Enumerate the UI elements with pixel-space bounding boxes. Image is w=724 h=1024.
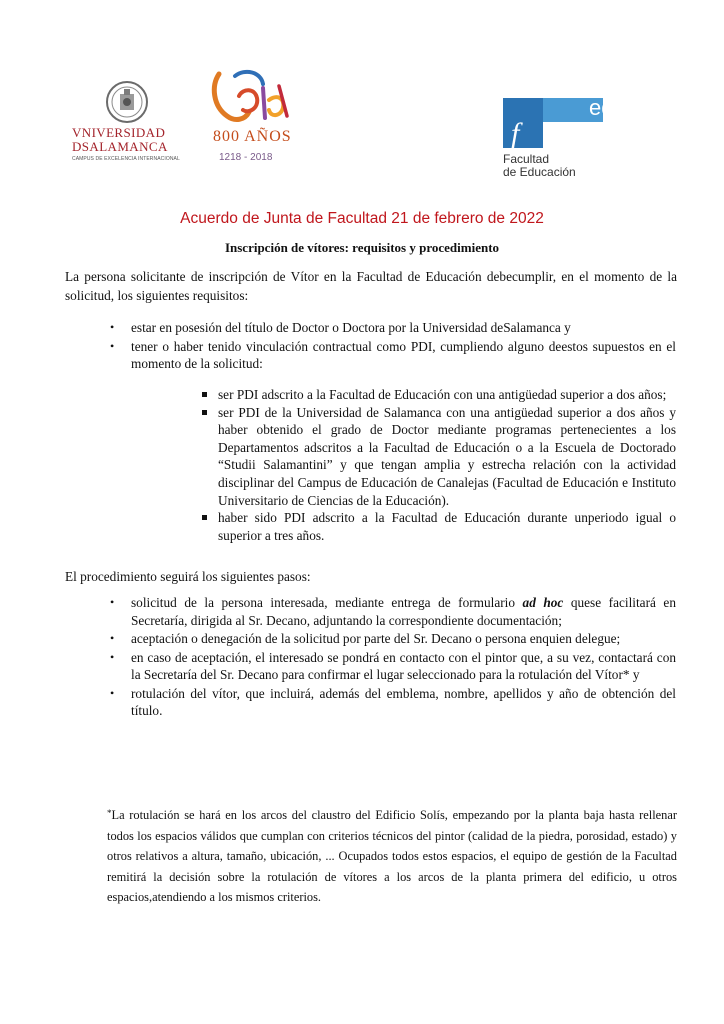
faculty-name-line2: de Educación — [503, 165, 576, 179]
list-item: • rotulación del vítor, que incluirá, además del emblema, nombre, apellidos y año de obtención del título. — [110, 685, 676, 718]
university-logo — [70, 76, 195, 168]
footnote — [107, 803, 677, 908]
footnote-text: La rotulación se hará en los arcos del claustro del Edificio Solís, empezando por la planta baja hasta rellenar todos los espacios válidos que cumplan con criterios técnicos del pintor (calidad de la piedra, porosidad, estado) y otros relativos a altura, tamaño, ubicación, ... Ocupados todos estos espacios, el equipo de gestión de la Facultad remitirá la decisión sobre la rotulación de vítores a los arcos de la planta primera del edificio, u otros espacios,atendiendo a los mismos criterios. — [107, 808, 677, 904]
faculty-logo-mark: f — [511, 117, 520, 150]
list-item: • estar en posesión del título de Doctor o Doctora por la Universidad deSalamanca y — [110, 320, 571, 335]
university-name-line2: DSALAMANCA — [72, 139, 168, 154]
bullet-icon: • — [110, 595, 115, 609]
university-name-line1: VNIVERSIDAD — [72, 125, 166, 140]
bullet-icon: • — [110, 631, 115, 645]
anniversary-emblem-icon — [205, 66, 293, 132]
square-bullet-icon — [202, 392, 207, 397]
bullet-icon: • — [110, 685, 115, 700]
procedure-intro: El procedimiento seguirá los siguientes pasos: — [65, 569, 311, 584]
square-bullet-icon — [202, 515, 207, 520]
list-item: ser PDI adscrito a la Facultad de Educación con una antigüedad superior a dos años; — [200, 386, 676, 404]
list-item: haber sido PDI adscrito a la Facultad de Educación durante unperiodo igual o superior a tres años. — [200, 509, 676, 544]
document-subtitle: Inscripción de vítores: requisitos y procedimiento — [224, 240, 500, 255]
campus-label: CAMPUS DE EXCELENCIA INTERNACIONAL — [72, 156, 180, 162]
emphasis-text: ad hoc — [522, 595, 564, 610]
bullet-icon: • — [110, 338, 115, 353]
faculty-name-line1: Facultad — [503, 152, 550, 166]
anniversary-logo — [205, 66, 293, 170]
requirements-list — [110, 319, 676, 374]
university-seal-icon — [104, 80, 150, 124]
intro-paragraph: La persona solicitante de inscripción de Vítor en la Facultad de Educación debecumplir, en el momento de la solicitud, los siguientes requisitos: — [65, 269, 677, 303]
document-title: Acuerdo de Junta de Facultad 21 de febrero de 2022 — [180, 210, 544, 227]
faculty-logo — [503, 95, 626, 180]
anniversary-years: 1218 - 2018 — [219, 152, 273, 163]
square-bullet-icon — [202, 410, 207, 415]
list-item: ser PDI de la Universidad de Salamanca con una antigüedad superior a dos años y haber obtenido el grado de Doctor mediante programas pertenecientes a los Departamentos adscritos a la Facultad de Educación o a la Escuela de Doctorado “Studii Salamantini” y que tengan amplia y estrecha relación con la actividad disciplinar del Campus de Educación de Canalejas (Facultad de Educación e Instituto Universitario de Ciencias de la Educación). — [200, 404, 676, 510]
list-item: • solicitud de la persona interesada, mediante entrega de formulario ad hoc quese facilitará en Secretaría, dirigida al Sr. Decano, adjuntando la correspondiente documentación; — [110, 595, 676, 628]
footnote-mark: * — [107, 808, 112, 818]
faculty-logo-block — [503, 98, 543, 148]
sub-requirements-list — [200, 386, 676, 544]
procedure-steps-list — [110, 594, 676, 721]
list-item: • en caso de aceptación, el interesado se pondrá en contacto con el pintor que, a su vez, contactará con la Secretaría del Sr. Decano para confirmar el lugar seleccionado para la rotulación del Vítor* y — [110, 649, 676, 682]
bullet-icon: • — [110, 649, 115, 664]
list-item: • tener o haber tenido vinculación contractual como PDI, cumpliendo alguno deestos supuestos en el momento de la solicitud: — [110, 338, 676, 371]
bullet-icon: • — [110, 320, 115, 334]
list-item: • aceptación o denegación de la solicitud por parte del Sr. Decano o persona enquien delegue; — [110, 631, 621, 646]
faculty-logo-word: edu — [589, 95, 626, 120]
anniversary-label: 800 AÑOS — [213, 128, 292, 145]
faculty-logo-banner — [543, 95, 626, 122]
